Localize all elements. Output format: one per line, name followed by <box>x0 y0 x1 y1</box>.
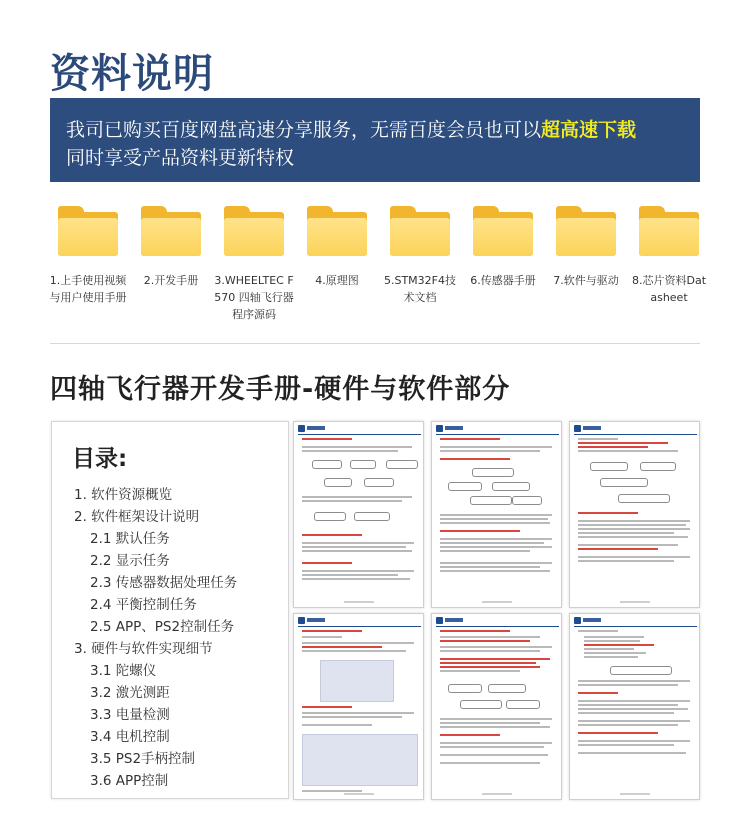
folder-grid <box>48 204 708 324</box>
toc-list <box>74 484 237 792</box>
folder-label: 6.传感器手册 <box>470 274 536 287</box>
folder-item[interactable] <box>214 204 294 323</box>
toc-item: 3.1 陀螺仪 <box>90 663 157 679</box>
info-banner <box>50 98 700 182</box>
banner-line-2: 同时享受产品资料更新特权 <box>66 147 295 169</box>
section-divider <box>50 343 700 344</box>
wheeltec-logo-icon <box>298 425 324 433</box>
toc-item: 2.3 传感器数据处理任务 <box>90 575 238 591</box>
wheeltec-logo-icon <box>574 425 600 433</box>
toc-item: 3.2 激光测距 <box>90 685 170 701</box>
toc-item: 2.1 默认任务 <box>90 531 170 547</box>
folder-icon <box>222 204 286 256</box>
wheeltec-logo-icon <box>436 617 462 625</box>
folder-item[interactable] <box>48 204 128 306</box>
banner-line-1 <box>66 116 684 144</box>
folder-label: 1.上手使用视频与用户使用手册 <box>49 274 127 304</box>
toc-item: 2. 软件框架设计说明 <box>74 509 200 525</box>
folder-item[interactable] <box>297 204 377 289</box>
manual-page-thumbnail <box>431 613 562 800</box>
toc-item: 2.4 平衡控制任务 <box>90 597 197 613</box>
folder-item[interactable] <box>629 204 709 306</box>
folder-label: 8.芯片资料Datasheet <box>631 274 707 304</box>
folder-item[interactable] <box>463 204 543 289</box>
toc-item: 3.4 电机控制 <box>90 729 170 745</box>
folder-item[interactable] <box>380 204 460 306</box>
toc-item: 3.3 电量检测 <box>90 707 170 723</box>
wheeltec-logo-icon <box>574 617 600 625</box>
section-title-materials: 资料说明 <box>50 51 214 97</box>
toc-item: 3.5 PS2手柄控制 <box>90 751 196 767</box>
wheeltec-logo-icon <box>436 425 462 433</box>
toc-item: 2.5 APP、PS2控制任务 <box>90 619 235 635</box>
folder-label: 2.开发手册 <box>143 274 199 287</box>
section-title-dev-manual: 四轴飞行器开发手册-硬件与软件部分 <box>50 374 511 405</box>
folder-label: 7.软件与驱动 <box>553 274 619 287</box>
manual-page-thumbnail <box>569 613 700 800</box>
folder-icon <box>554 204 618 256</box>
manual-page-thumbnail <box>293 613 424 800</box>
folder-icon <box>471 204 535 256</box>
toc-item: 1. 软件资源概览 <box>74 487 173 503</box>
folder-label: 3.WHEELTEC F570 四轴飞行器程序源码 <box>214 274 294 321</box>
folder-icon <box>139 204 203 256</box>
toc-panel <box>51 421 289 799</box>
wheeltec-logo-icon <box>298 617 324 625</box>
toc-item: 3. 硬件与软件实现细节 <box>74 641 213 657</box>
banner-text: 我司已购买百度网盘高速分享服务，无需百度会员也可以 <box>66 119 542 141</box>
folder-item[interactable] <box>131 204 211 289</box>
folder-label: 5.STM32F4技术文档 <box>383 274 456 304</box>
folder-icon <box>388 204 452 256</box>
toc-heading: 目录: <box>72 446 128 472</box>
folder-icon <box>56 204 120 256</box>
toc-item: 3.6 APP控制 <box>90 773 169 789</box>
folder-icon <box>305 204 369 256</box>
manual-page-thumbnail <box>569 421 700 608</box>
folder-item[interactable] <box>546 204 626 289</box>
manual-page-thumbnail <box>431 421 562 608</box>
toc-item: 2.2 显示任务 <box>90 553 170 569</box>
banner-highlight: 超高速下载 <box>541 119 637 141</box>
folder-label: 4.原理图 <box>315 274 359 287</box>
folder-icon <box>637 204 701 256</box>
page-thumbnail-grid <box>293 421 700 802</box>
manual-page-thumbnail <box>293 421 424 608</box>
